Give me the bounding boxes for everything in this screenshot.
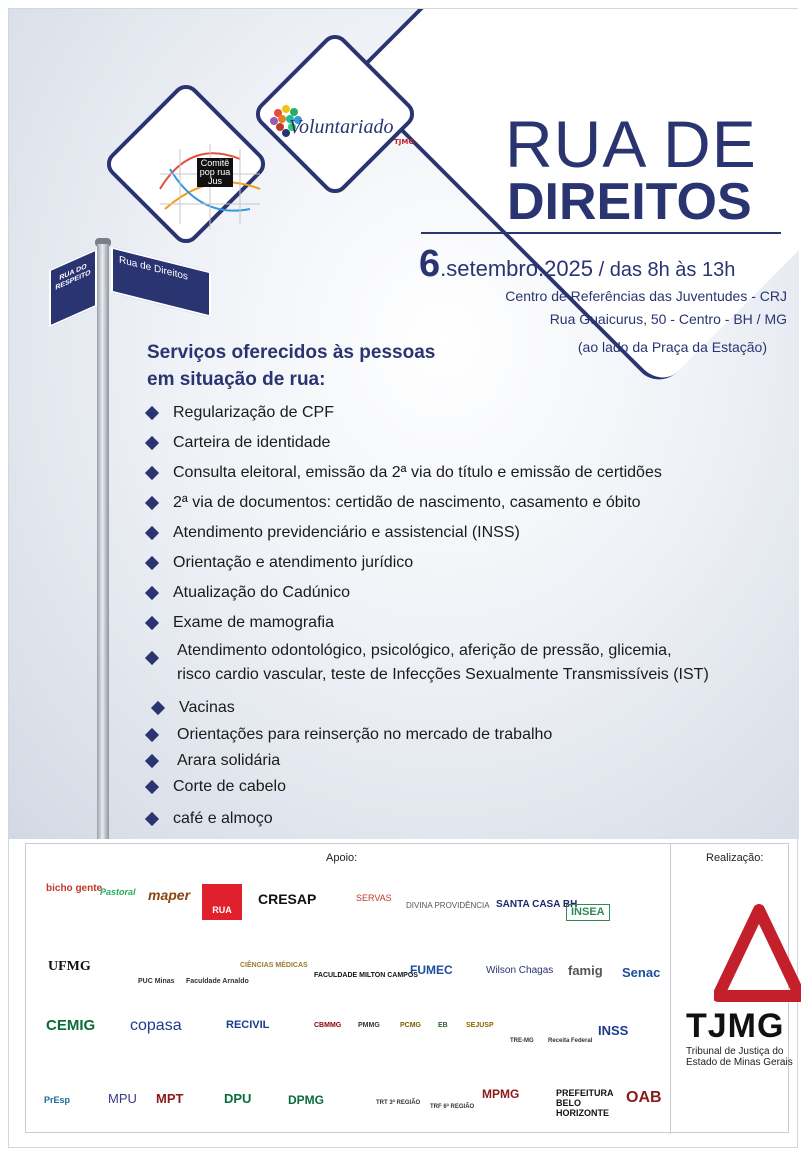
panel-divider: [670, 844, 671, 1134]
event-venue: Centro de Referências das Juventudes - CRJ: [505, 288, 787, 304]
sponsor-logo: TRF 6ª REGIÃO: [430, 1104, 475, 1110]
sponsor-logo: SERVAS: [356, 893, 392, 903]
sponsor-logo: OAB: [626, 1089, 662, 1106]
sponsor-logo: CIÊNCIAS MÉDICAS: [240, 962, 308, 969]
sponsor-logo: Receita Federal: [548, 1038, 593, 1044]
title-line-1: RUA DE: [505, 107, 757, 181]
sponsor-logo: DPU: [224, 1091, 252, 1106]
event-note: (ao lado da Praça da Estação): [577, 339, 767, 355]
sponsor-logo: RUA: [202, 884, 242, 920]
diamond-bullet-icon: [145, 812, 159, 826]
realizacao-label: Realização:: [706, 852, 764, 864]
sponsor-logo: Pastoral: [100, 887, 136, 897]
diamond-bullet-icon: [145, 526, 159, 540]
event-date: [419, 243, 735, 286]
sponsor-logo: DIVINA PROVIDÊNCIA: [406, 901, 490, 910]
diamond-bullet-icon: [145, 496, 159, 510]
sponsor-logo: FACULDADE MILTON CAMPOS: [314, 972, 418, 979]
diamond-bullet-icon: [145, 780, 159, 794]
street-pole: [97, 244, 109, 839]
sponsor-logo: PrEsp: [44, 1095, 71, 1105]
event-time: / das 8h às 13h: [593, 259, 736, 281]
sponsors-panel: [25, 843, 793, 1133]
sponsor-logo: MPT: [156, 1091, 184, 1106]
sponsor-logo: PUC Minas: [138, 978, 175, 985]
street-sign-main: Rua de Direitos: [111, 247, 211, 318]
diamond-bullet-icon: [151, 701, 165, 715]
flyer: [8, 8, 798, 1148]
diamond-bullet-icon: [145, 651, 159, 665]
sponsor-logo: RECIVIL: [226, 1019, 270, 1031]
comite-logo-text: Comitê pop rua Jus: [197, 158, 233, 187]
sponsor-logo: SEJUSP: [466, 1022, 494, 1029]
sponsor-logo: CEMIG: [46, 1017, 96, 1034]
sponsor-logo: EB: [438, 1022, 448, 1029]
sponsor-logo: copasa: [130, 1017, 182, 1034]
sponsor-logo: Senac: [622, 965, 661, 980]
sponsor-logo: PREFEITURA BELO HORIZONTE: [556, 1088, 614, 1118]
apoio-label: Apoio:: [326, 852, 358, 864]
sponsor-logo: INSEA: [566, 904, 610, 921]
flyer-upper: Comitê pop rua Jus Voluntariado TJMG RUA DO RESPEITO Rua de Direitos RUA DE DIREITOS 6.setembro.2025 / das 8h às 13h Centro de Referências das Juventudes - CRJ Rua Guaicurus, 50 - Centro - BH / MG (ao lado da Praça da Estação) Serviços oferecidos às pessoas em situação de rua: Regularização de CPF Carteira de identidade Consulta eleitoral, emissão da 2ª via do título e emissão de certidões 2ª via de documentos: certidão de nascimento, casamento e óbito Atendimento previdenciário e assistencial (INSS) Orientação e atendimento jurídico Atualização do Cadúnico Exame de mamografia Atendimento odontológico, psicológico, aferição de pressão, glicemia, risco cardio vascular, teste de Infecções Sexualmente Transmissíveis (IST) Vacinas Orientações para reinserção no mercado de trabalho Arara solidária Corte de cabelo café e almoço: [9, 9, 799, 839]
services-heading: [147, 339, 435, 393]
sponsor-logo: Wilson Chagas: [486, 965, 554, 976]
sponsor-logo: DPMG: [288, 1093, 324, 1107]
sponsor-logo: PMMG: [358, 1022, 380, 1029]
sponsor-logo: CBMMG: [314, 1022, 342, 1029]
diamond-bullet-icon: [145, 754, 159, 768]
tjmg-full-name: Tribunal de Justiça do Estado de Minas Gerais: [686, 1046, 793, 1068]
sponsor-logo: MPU: [108, 1091, 137, 1106]
voluntariado-logo-text: Voluntariado: [289, 116, 394, 138]
sponsor-logo: PCMG: [400, 1022, 421, 1029]
sponsor-logo: INSS: [598, 1023, 629, 1038]
sponsor-logo: TRT 3ª REGIÃO: [376, 1100, 421, 1106]
event-month: .setembro.: [440, 256, 545, 281]
sponsor-logo: Faculdade Arnaldo: [186, 978, 249, 985]
services-heading-line-2: em situação de rua:: [147, 369, 326, 390]
sponsor-logo: UFMG: [48, 959, 91, 974]
sponsor-logo: famig: [568, 963, 603, 978]
title-rule: [421, 232, 781, 234]
services-heading-line-1: Serviços oferecidos às pessoas: [147, 342, 436, 363]
tjmg-triangle-icon: [714, 904, 801, 1004]
diamond-bullet-icon: [145, 556, 159, 570]
sponsor-logo: maper: [148, 887, 191, 903]
event-year: 2025: [544, 256, 594, 281]
diamond-bullet-icon: [145, 616, 159, 630]
event-day: 6: [419, 243, 441, 285]
title-line-2: DIREITOS: [507, 173, 752, 231]
sponsor-logo: FUMEC: [410, 963, 453, 977]
tjmg-logo-text: TJMG: [686, 1007, 785, 1045]
street-sign-side: RUA DO RESPEITO: [49, 248, 97, 327]
sponsor-logo: MPMG: [482, 1087, 520, 1101]
diamond-bullet-icon: [145, 586, 159, 600]
diamond-bullet-icon: [145, 728, 159, 742]
diamond-bullet-icon: [145, 406, 159, 420]
sponsor-logo: TRE-MG: [510, 1038, 534, 1044]
voluntariado-logo-sub: TJMG: [394, 138, 415, 146]
diamond-bullet-icon: [145, 466, 159, 480]
sponsor-logo: bicho gente: [46, 883, 103, 894]
sponsor-logo: CRESAP: [258, 891, 317, 907]
event-address: Rua Guaicurus, 50 - Centro - BH / MG: [549, 311, 787, 327]
diamond-bullet-icon: [145, 436, 159, 450]
sponsor-logo: SANTA CASA BH: [496, 899, 578, 910]
